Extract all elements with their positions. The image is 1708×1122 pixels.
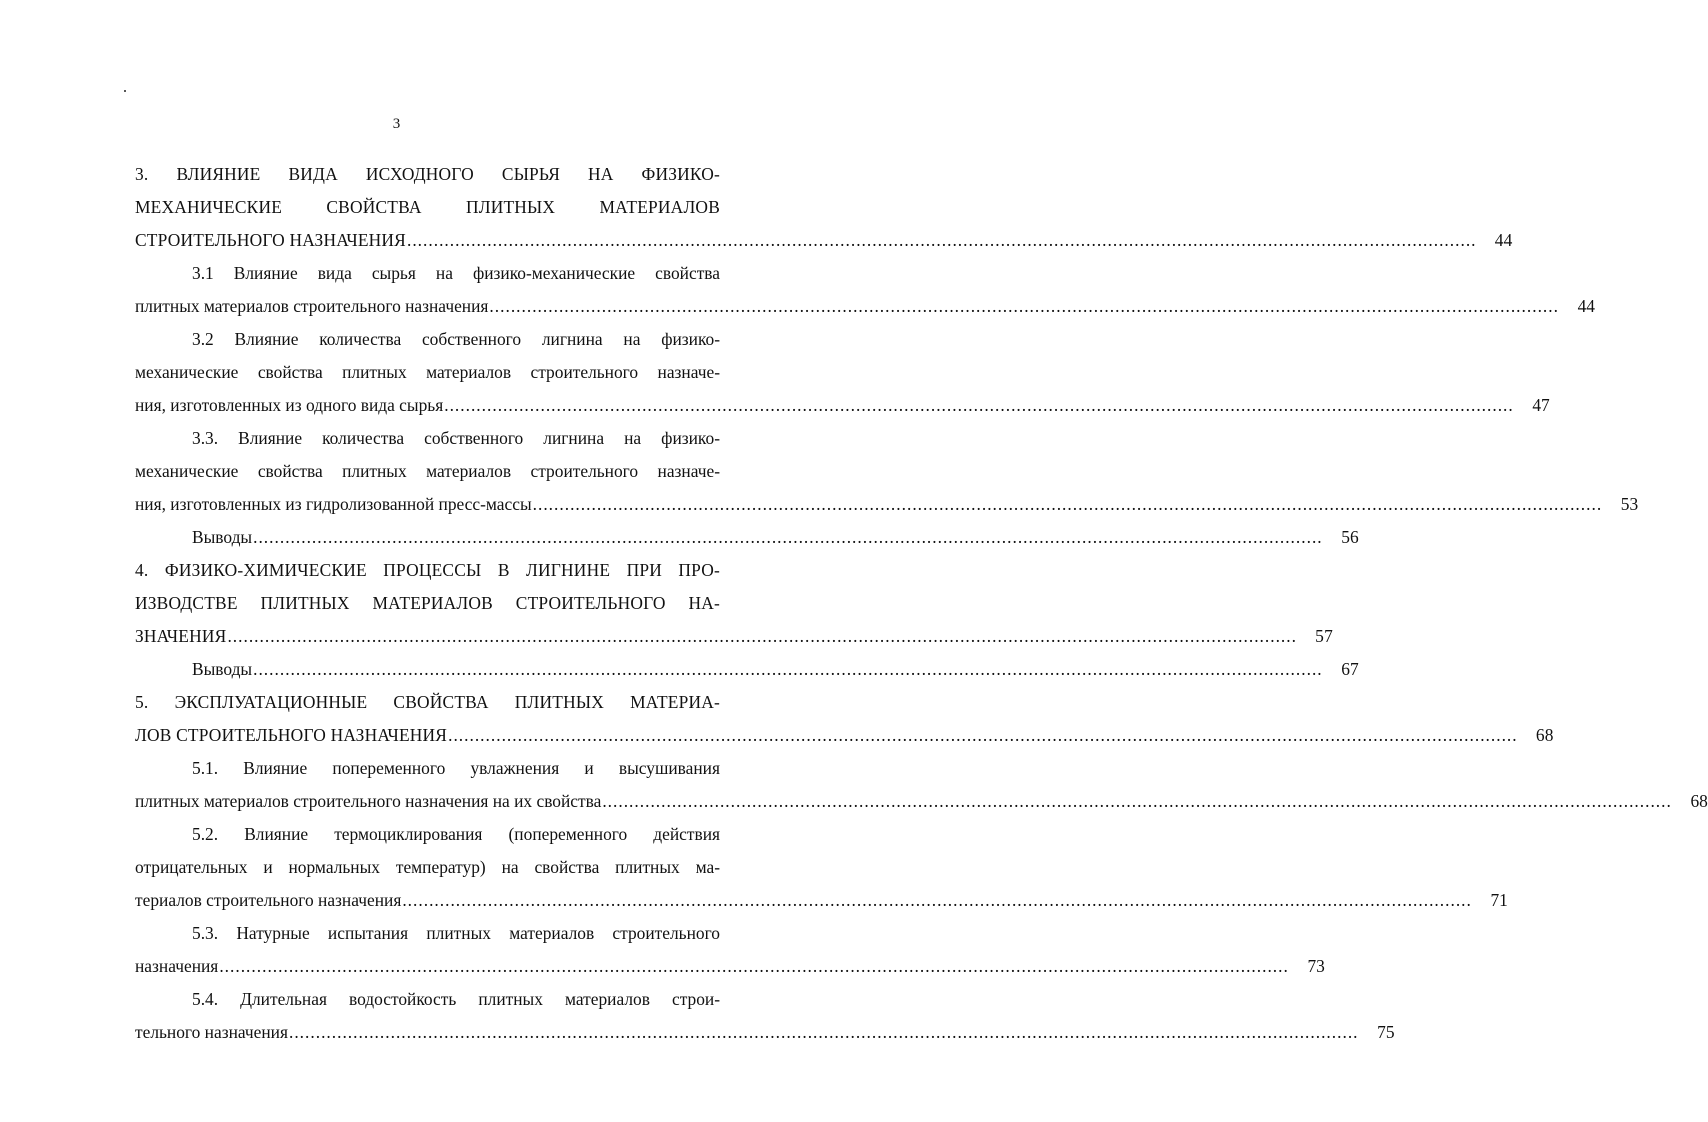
toc-line: 5.2. Влияние термоциклирования (попеременного действия (192, 824, 720, 844)
toc-entry-section-5-3[interactable] (135, 917, 1325, 983)
toc-text: назначения (135, 956, 219, 976)
toc-line: 3.2 Влияние количества собственного лигнина на физико- (192, 329, 720, 349)
toc-last-line (135, 884, 1508, 917)
toc-entry-conclusions-3[interactable] (135, 521, 1359, 554)
toc-last-line (135, 290, 1595, 323)
toc-line: 3. ВЛИЯНИЕ ВИДА ИСХОДНОГО СЫРЬЯ НА ФИЗИКО- (135, 164, 720, 184)
toc-last-line (135, 521, 1359, 554)
toc-last-line (135, 719, 1554, 752)
toc-line: 5.3. Натурные испытания плитных материалов строительного (192, 923, 720, 943)
toc-text: териалов строительного назначения (135, 890, 402, 910)
page-number: 3 (392, 116, 401, 132)
toc-line: 5. ЭКСПЛУАТАЦИОННЫЕ СВОЙСТВА ПЛИТНЫХ МАТЕРИА- (135, 692, 720, 712)
scan-speck (124, 90, 126, 92)
toc-text: ЛОВ СТРОИТЕЛЬНОГО НАЗНАЧЕНИЯ (135, 725, 448, 745)
dot-leader: ........................................................................................................................................................................................................ (227, 626, 1297, 646)
toc-line: 3.3. Влияние количества собственного лигнина на физико- (192, 428, 720, 448)
toc-page-number: 73 (1307, 956, 1325, 976)
toc-last-line (135, 950, 1325, 983)
toc-entry-section-5-4[interactable] (135, 983, 1395, 1049)
toc-line: механические свойства плитных материалов строительного назначе- (135, 362, 720, 382)
toc-entry-conclusions-4[interactable] (135, 653, 1359, 686)
toc-entry-section-3-1[interactable] (135, 257, 1595, 323)
toc-line: 4. ФИЗИКО-ХИМИЧЕСКИЕ ПРОЦЕССЫ В ЛИГНИНЕ ПРИ ПРО- (135, 560, 720, 580)
toc-last-line (135, 224, 1513, 257)
toc-page-number: 57 (1315, 626, 1333, 646)
toc-last-line (135, 620, 1333, 653)
toc-page-number: 67 (1341, 659, 1359, 679)
dot-leader: ........................................................................................................................................................................................................ (219, 956, 1289, 976)
toc-text: ния, изготовленных из гидролизованной пресс-массы (135, 494, 532, 514)
toc-line: 3.1 Влияние вида сырья на физико-механические свойства (192, 263, 720, 283)
toc-page-number: 56 (1341, 527, 1359, 547)
toc-text: ЗНАЧЕНИЯ (135, 626, 227, 646)
toc-entry-chapter-5[interactable] (135, 686, 1554, 752)
toc-line: отрицательных и нормальных температур) на свойства плитных ма- (135, 857, 720, 877)
dot-leader: ........................................................................................................................................................................................................ (602, 791, 1672, 811)
toc-text: ния, изготовленных из одного вида сырья (135, 395, 444, 415)
dot-leader: ........................................................................................................................................................................................................ (402, 890, 1472, 910)
toc-page-number: 68 (1690, 791, 1708, 811)
toc-entry-chapter-3[interactable] (135, 158, 1513, 257)
toc-entry-section-3-3[interactable] (135, 422, 1639, 521)
toc-text: Выводы (192, 659, 253, 679)
toc-last-line (135, 389, 1550, 422)
toc-page-number: 68 (1535, 725, 1554, 745)
toc-entry-section-5-1[interactable] (135, 752, 1708, 818)
dot-leader: ........................................................................................................................................................................................................ (489, 296, 1559, 316)
dot-leader: ........................................................................................................................................................................................................ (288, 1022, 1359, 1042)
dot-leader: ........................................................................................................................................................................................................ (532, 494, 1603, 514)
toc-line: 5.4. Длительная водостойкость плитных материалов строи- (192, 989, 720, 1009)
toc-last-line (135, 1016, 1395, 1049)
toc-page-number: 75 (1377, 1022, 1395, 1042)
dot-leader: ........................................................................................................................................................................................................ (253, 659, 1323, 679)
toc-line: ИЗВОДСТВЕ ПЛИТНЫХ МАТЕРИАЛОВ СТРОИТЕЛЬНОГО НА- (135, 593, 720, 613)
toc-text: плитных материалов строительного назначения на их свойства (135, 791, 602, 811)
toc-text: СТРОИТЕЛЬНОГО НАЗНАЧЕНИЯ (135, 230, 406, 250)
toc-line: 5.1. Влияние попеременного увлажнения и высушивания (192, 758, 720, 778)
dot-leader: ........................................................................................................................................................................................................ (253, 527, 1323, 547)
toc-page-number: 44 (1577, 296, 1595, 316)
toc-entry-section-5-2[interactable] (135, 818, 1508, 917)
table-of-contents (135, 158, 1708, 1049)
toc-last-line (135, 785, 1708, 818)
dot-leader: ........................................................................................................................................................................................................ (406, 230, 1477, 250)
dot-leader: ........................................................................................................................................................................................................ (444, 395, 1514, 415)
toc-entry-chapter-4[interactable] (135, 554, 1333, 653)
toc-page-number: 53 (1620, 494, 1639, 514)
toc-page-number: 71 (1490, 890, 1508, 910)
toc-line: МЕХАНИЧЕСКИЕ СВОЙСТВА ПЛИТНЫХ МАТЕРИАЛОВ (135, 197, 720, 217)
toc-page-number: 44 (1494, 230, 1513, 250)
toc-text: Выводы (192, 527, 253, 547)
toc-text: плитных материалов строительного назначения (135, 296, 489, 316)
toc-entry-section-3-2[interactable] (135, 323, 1550, 422)
toc-page-number: 47 (1532, 395, 1550, 415)
toc-text: тельного назначения (135, 1022, 288, 1042)
toc-line: механические свойства плитных материалов строительного назначе- (135, 461, 720, 481)
toc-last-line (135, 653, 1359, 686)
toc-last-line (135, 488, 1639, 521)
dot-leader: ........................................................................................................................................................................................................ (448, 725, 1518, 745)
